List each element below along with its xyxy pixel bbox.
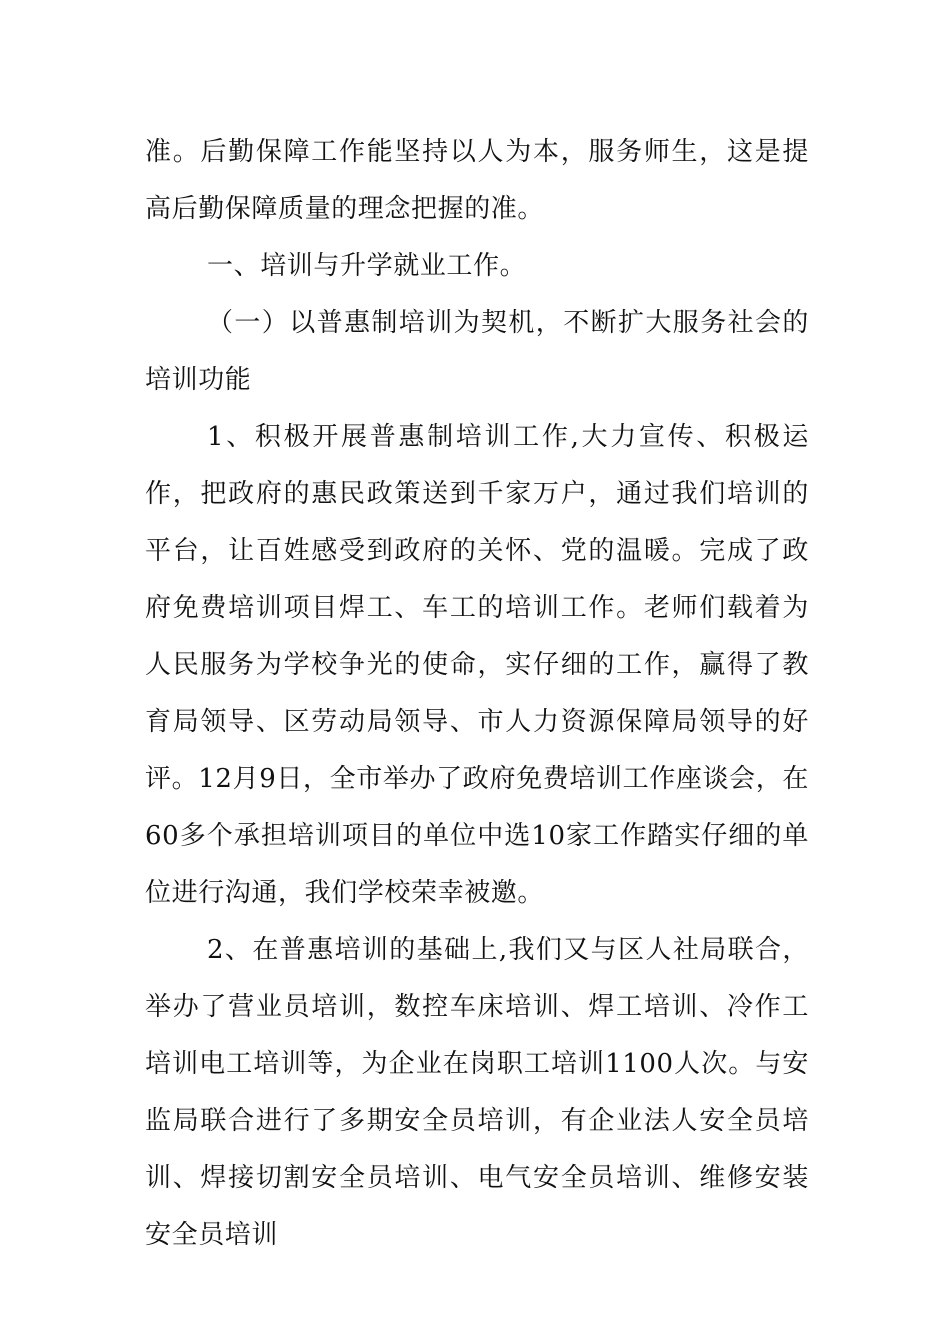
paragraph-item-1: 1、积极开展普惠制培训工作,大力宣传、积极运作，把政府的惠民政策送到千家万户，通过我们培训的平台，让百姓感受到政府的关怀、党的温暖。完成了政府免费培训项目焊工、车工的培训工作。老师们载着为人民服务为学校争光的使命，实仔细的工作，赢得了教育局领导、区劳动局领导、市人力资源保障局领导的好评。12月9日，全市举办了政府免费培训工作座谈会，在60多个承担培训项目的单位中选10家工作踏实仔细的单位进行沟通，我们学校荣幸被邀。 (145, 422, 809, 908)
subsection-heading: （一）以普惠制培训为契机，不断扩大服务社会的培训功能 (145, 308, 809, 395)
paragraph-item-2: 2、在普惠培训的基础上,我们又与区人社局联合，举办了营业员培训，数控车床培训、焊工培训、冷作工培训电工培训等，为企业在岗职工培训1100人次。与安监局联合进行了多期安全员培训，有企业法人安全员培训、焊接切割安全员培训、电气安全员培训、维修安装安全员培训 (145, 935, 809, 1250)
document-page (145, 124, 809, 1264)
section-heading: 一、培训与升学就业工作。 (207, 251, 527, 281)
paragraph-continuation: 准。后勤保障工作能坚持以人为本，服务师生，这是提高后勤保障质量的理念把握的准。 (145, 137, 809, 224)
